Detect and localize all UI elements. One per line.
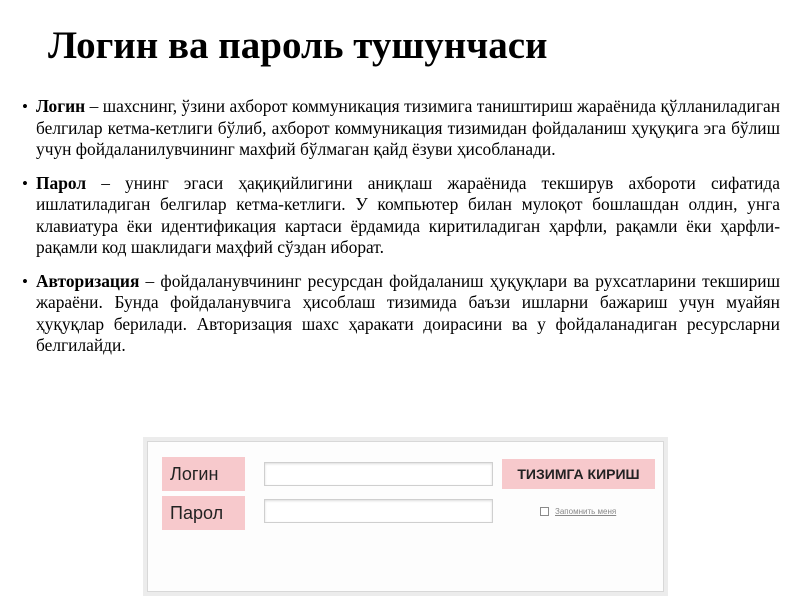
login-submit-button[interactable]: ТИЗИМГА КИРИШ [502,459,655,489]
bullet-dot-icon: • [22,271,28,291]
remember-me-link[interactable]: Запомнить меня [555,506,617,516]
bullet-password-definition [20,173,780,259]
term-authorization: Авторизация [36,270,140,291]
term-password: Парол [36,172,87,193]
bullet-dot-icon: • [22,97,28,116]
definition-text: – фойдаланувчининг ресурсдан фойдаланиш ҳуқуқлари ва рухсатларини текшириш жараёни. Бунда фойдаланувчига ҳисоблаш тизимида баъзи ишларни бажариш учун муайян ҳуқуқлар берилади. Авторизация шахс ҳаракати доирасини ва у фойдаланадиган ресурсларни белгилайди. [36,270,780,355]
bullet-authorization-definition [20,271,780,357]
remember-me[interactable] [540,504,616,518]
slide-title: Логин ва пароль тушунчаси [48,24,548,67]
definition-text: – унинг эгаси ҳақиқийлигини аниқлаш жараёнида текширув ахбороти сифатида ишлатиладиган белгилар кетма-кетлиги. У компьютер билан мулоқот бошлашдан олдин, унга клавиатура ёки идентификация картаси ёрдамида киритиладиган ҳарфли, рақамли ёки ҳарфли-рақамли код шаклидаги маҳфий сўздан иборат. [36,172,780,257]
password-input[interactable] [264,499,493,523]
term-login: Логин [36,96,86,116]
password-label: Парол [162,496,245,530]
login-form-panel [147,441,664,592]
definition-list [20,96,780,369]
bullet-login-definition [20,96,780,161]
login-input[interactable] [264,462,493,486]
definition-text: – шахснинг, ўзини ахборот коммуникация тизимига таништириш жараёнида қўлланиладиган белгилар кетма-кетлиги бўлиб, ахборот коммуникация тизимидан фойдаланиш ҳуқуқига эга бўлиш учун фойдаланилувчининг махфий бўлмаган қайд ёзуви ҳисобланади. [36,96,780,159]
bullet-dot-icon: • [22,173,28,193]
remember-me-checkbox[interactable] [540,507,549,516]
login-label: Логин [162,457,245,491]
